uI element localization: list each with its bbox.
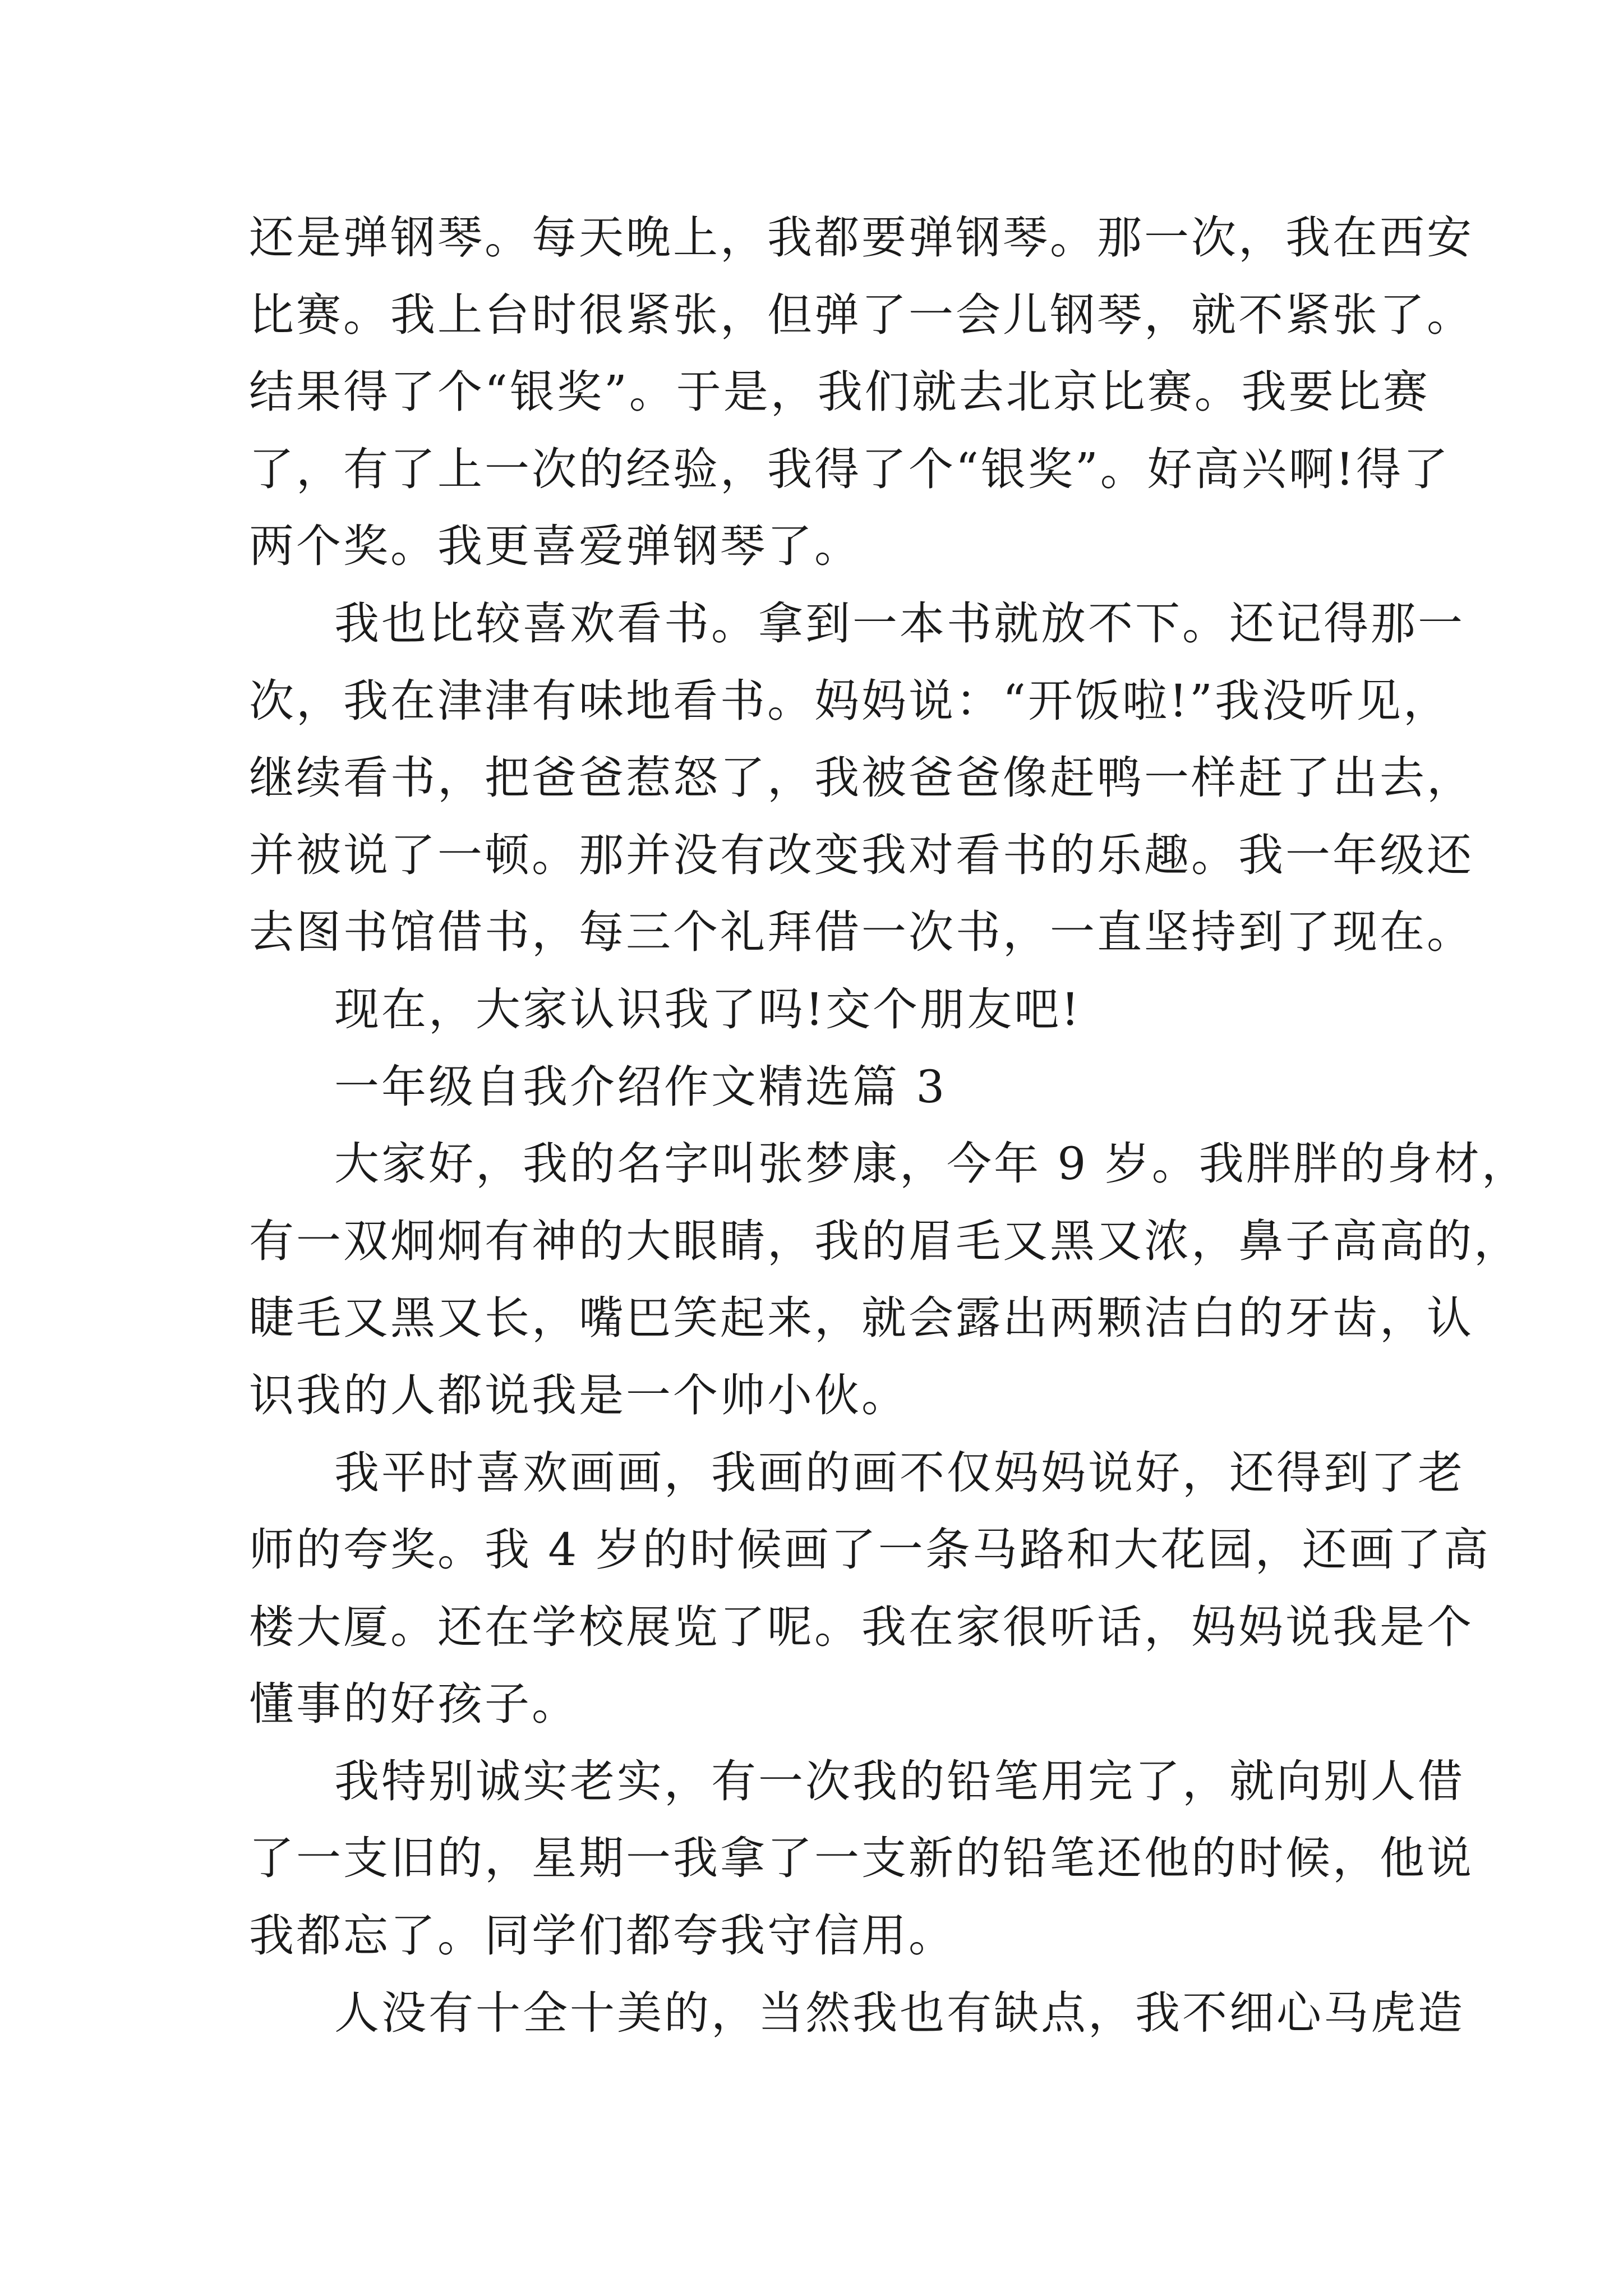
essay-body	[249, 199, 1529, 2051]
text-line: 比赛。我上台时很紧张，但弹了一会儿钢琴，就不紧张了。	[249, 288, 1474, 341]
text-line: 继续看书，把爸爸惹怒了，我被爸爸像赶鸭一样赶了出去，	[249, 752, 1474, 804]
text-line: 有一双炯炯有神的大眼睛，我的眉毛又黑又浓，鼻子高高的，	[249, 1214, 1521, 1267]
text-line: 我都忘了。同学们都夸我守信用。	[249, 1910, 956, 1962]
text-line: 次，我在津津有味地看书。妈妈说：“开饭啦!”我没听见，	[249, 674, 1450, 727]
text-line: 并被说了一顿。那并没有改变我对看书的乐趣。我一年级还	[249, 829, 1474, 881]
paragraph-start-line: 我特别诚实老实，有一次我的铅笔用完了，就向别人借	[334, 1755, 1465, 1807]
paragraph-start-line: 大家好，我的名字叫张梦康，今年 9 岁。我胖胖的身材，	[334, 1138, 1529, 1190]
paragraph-start-line: 人没有十全十美的，当然我也有缺点，我不细心马虎造	[334, 1986, 1465, 2039]
paragraph-start-line: 我也比较喜欢看书。拿到一本书就放不下。还记得那一	[334, 597, 1465, 650]
text-line: 楼大厦。还在学校展览了呢。我在家很听话，妈妈说我是个	[249, 1600, 1474, 1653]
text-line: 去图书馆借书，每三个礼拜借一次书，一直坚持到了现在。	[249, 906, 1474, 959]
text-line: 了一支旧的，星期一我拿了一支新的铅笔还他的时候，他说	[249, 1832, 1474, 1885]
text-line: 结果得了个“银奖”。于是，我们就去北京比赛。我要比赛	[249, 366, 1430, 418]
text-line: 识我的人都说我是一个帅小伙。	[249, 1369, 909, 1421]
text-line: 睫毛又黑又长，嘴巴笑起来，就会露出两颗洁白的牙齿，认	[249, 1292, 1474, 1345]
paragraph-start-line: 我平时喜欢画画，我画的画不仅妈妈说好，还得到了老	[334, 1446, 1465, 1499]
text-line: 两个奖。我更喜爱弹钢琴了。	[249, 520, 861, 573]
text-line: 师的夸奖。我 4 岁的时候画了一条马路和大花园，还画了高	[249, 1524, 1491, 1576]
text-line: 懂事的好孩子。	[249, 1678, 579, 1731]
paragraph-start-line: 现在，大家认识我了吗!交个朋友吧!	[334, 983, 1082, 1036]
text-line: 还是弹钢琴。每天晚上，我都要弹钢琴。那一次，我在西安	[249, 211, 1474, 264]
text-line: 了，有了上一次的经验，我得了个“银奖”。好高兴啊!得了	[249, 443, 1450, 495]
section-heading: 一年级自我介绍作文精选篇 3	[334, 1060, 947, 1113]
